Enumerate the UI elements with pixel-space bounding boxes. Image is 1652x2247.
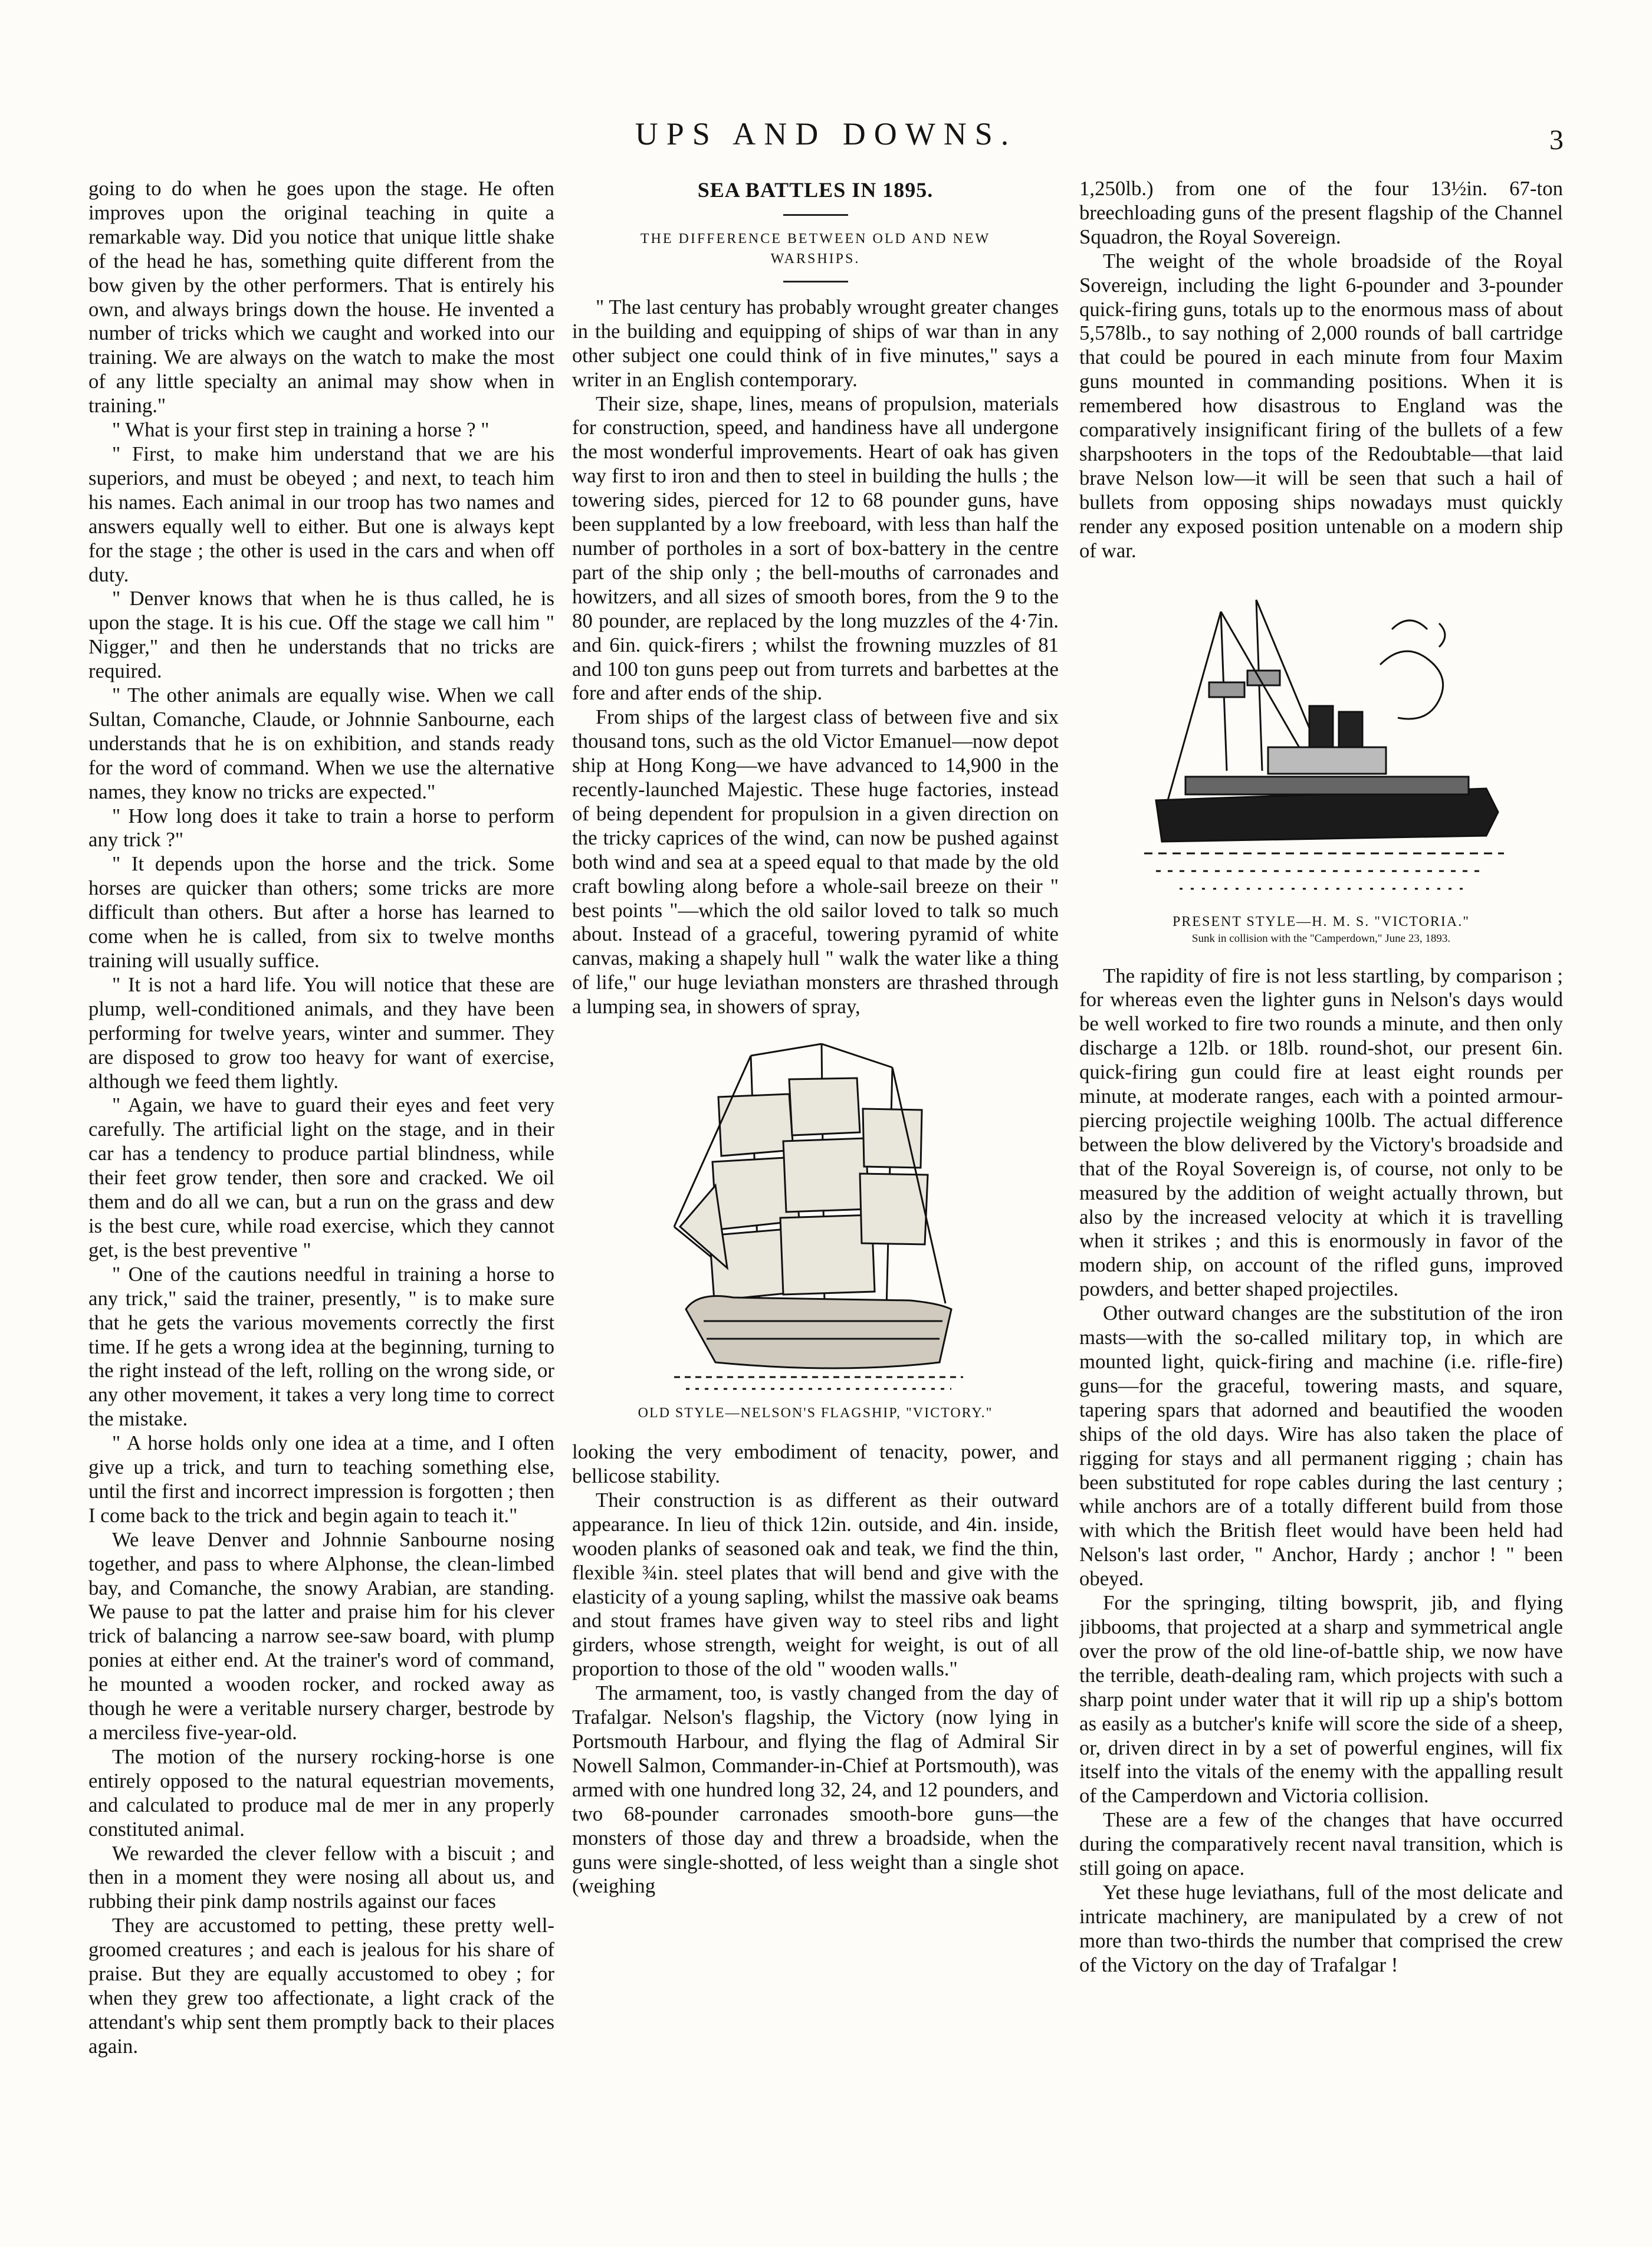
paragraph: " What is your first step in training a horse ? ": [112, 418, 490, 442]
title-rule: [783, 214, 848, 216]
paragraph: " The other animals are equally wise. When we call Sultan, Comanche, Claude, or Johnnie Sanbourne, each understands that he is on exhibition, and stands ready for the word of command. When we use the alternative names, they know no tricks are expected.": [88, 684, 554, 803]
figure-caption: OLD STYLE—NELSON'S FLAGSHIP, "VICTORY.": [638, 1405, 993, 1421]
figure-victoria: [1079, 576, 1563, 947]
paragraph: " The last century has probably wrought greater changes in the building and equipping of ships of war than in any other subject one could think of in five minutes," says a writer in an English contemporary.: [572, 295, 1059, 391]
running-head: UPS AND DOWNS.: [635, 116, 1017, 152]
paragraph: Yet these huge leviathans, full of the most delicate and intricate machinery, are manipulated by a crew of not more than two-thirds the number that comprised the crew of the Victory on the day of Trafalgar !: [1079, 1880, 1563, 1976]
paragraph: going to do when he goes upon the stage. He often improves upon the original teaching in quite a remarkable way. Did you notice that unique little shake of the head he has, something quite different from the bow given by the other performers. That is entirely his own, and always brings down the house. He invented a number of tricks which we caught and worked into our training. We are always on the watch to make the most of any little specialty an animal may show when in training.": [88, 177, 554, 418]
subtitle-rule: [783, 281, 848, 282]
paragraph: The armament, too, is vastly changed from the day of Trafalgar. Nelson's flagship, the Victory (now lying in Portsmouth Harbour, and flying the flag of Admiral Sir Nowell Salmon, Commander-in-Chief at Portsmouth), was armed with one hundred long 32, 24, and 12 pounders, and two 68-pounder carronades smooth-bore guns—the monsters of those day and threw a broadside, when the guns were single-shotted, of less weight than a single shot (weighing: [572, 1681, 1059, 1898]
figure-subcaption: Sunk in collision with the "Camperdown," June 23, 1893.: [1191, 932, 1451, 945]
sailing-ship-illustration: [662, 1032, 969, 1398]
paragraph: " Denver knows that when he is thus called, he is upon the stage. It is his cue. Off the stage we call him " Nigger," and then he understands that no tricks are required.: [88, 587, 554, 683]
paragraph: Their size, shape, lines, means of propulsion, materials for construction, speed, and handiness have all undergone the most wonderful improvements. Heart of oak has given way first to iron and then to steel in building the hulls ; the towering sides, pierced for 12 to 68 pounder guns, have been supplanted by a low freeboard, with less than half the number of portholes in a sort of box-battery in the centre part of the ship only ; the bell-mouths of carronades and howitzers, and all sizes of smooth bores, from the 9 to the 80 pounder, are replaced by the long muzzles of the 4·7in. and 6in. quick-firers ; whilst the frowning muzzles of 81 and 100 ton guns peep out from turrets and barbettes at the fore and after ends of the ship.: [572, 392, 1059, 705]
paragraph: For the springing, tilting bowsprit, jib, and flying jibbooms, that projected at a sharp and symmetrical angle over the prow of the old line-of-battle ship, we now have the terrible, death-dealing ram, which projects with such a sharp point under water that it will rip up a ship's bottom as easily as a butcher's knife will score the side of a sheep, or, driven direct in by a set of powerful engines, will fix itself into the vitals of the enemy with the appalling result of the Camperdown and Victoria collision.: [1079, 1591, 1563, 1808]
battleship-illustration: [1132, 576, 1510, 906]
paragraph: We leave Denver and Johnnie Sanbourne nosing together, and pass to where Alphonse, the clean-limbed bay, and Comanche, the snowy Arabian, are standing. We pause to pat the latter and praise him for his clever trick of balancing a narrow see-saw board, with plump ponies at either end. At the trainer's word of command, he mounted a wooden rocker, and rocked away as though he were a veritable nursery charger, bestrode by a merciless five-year-old.: [88, 1527, 554, 1744]
article-title: SEA BATTLES IN 1895.: [697, 178, 934, 202]
paragraph: The weight of the whole broadside of the Royal Sovereign, including the light 6-pounder and 3-pounder quick-firing guns, totals up to the enormous mass of about 5,578lb., to say nothing of 2,000 rounds of ball cartridge that could be poured in each minute from four Maxim guns mounted in commanding positions. When it is remembered how disastrous to England was the comparatively insignificant firing of the bullets of a few sharpshooters in the tops of the Redoubtable—that laid brave Nelson low—it will be seen that such a hail of bullets from opposing ships nowadays must quickly render any exposed position untenable on a modern ship of war.: [1079, 249, 1563, 562]
paragraph: " One of the cautions needful in training a horse to any trick," said the trainer, presently, " is to make sure that he gets the various movements correctly the first time. If he gets a wrong idea at the beginning, turning to the right instead of the left, rolling on the wrong side, or any other movement, it takes a very long time to correct the mistake.: [88, 1262, 554, 1431]
paragraph: 1,250lb.) from one of the four 13½in. 67-ton breechloading guns of the present flagship of the Channel Squadron, the Royal Sovereign.: [1079, 177, 1563, 248]
paragraph: " It depends upon the horse and the trick. Some horses are quicker than others; some tricks are more difficult than others. But after a horse has learned to come when he is called, from six to twelve months training will usually suffice.: [88, 852, 554, 972]
paragraph: They are accustomed to petting, these pretty well-groomed creatures ; and each is jealous for his share of praise. But they are equally accustomed to obey ; for when they grew too affectionate, a light crack of the attendant's whip sent them promptly back to their places again.: [88, 1914, 554, 2058]
paragraph: Their construction is as different as their outward appearance. In lieu of thick 12in. outside, and 4in. inside, wooden planks of seasoned oak and teak, we find the thin, flexible ¾in. steel plates that will bend and give with the elasticity of a young sapling, whilst the massive oak beams and stout frames have given way to steel ribs and light girders, whose strength, weight for weight, is out of all proportion to those of the old " wooden walls.": [572, 1488, 1059, 1681]
article-subtitle: THE DIFFERENCE BETWEEN OLD AND NEW WARSHIPS.: [640, 231, 991, 267]
paragraph: " First, to make him understand that we are his superiors, and must be obeyed ; and next, to teach him his names. Each animal in our troop has two names and answers equally well to either. But one is always kept for the stage ; the other is used in the cars and when off duty.: [88, 442, 554, 586]
page-number: 3: [1549, 124, 1564, 156]
paragraph: Other outward changes are the substitution of the iron masts—with the so-called military top, in which are mounted light, quick-firing and machine (i.e. rifle-fire) guns—for the graceful, towering masts, and square, tapering spars that adorned and beautified the wooden ships of the old days. Wire has also taken the place of rigging for stays and all permanent rigging ; chain has been substituted for rope cables during the last century ; while anchors are of a totally different build from those with which the British fleet would have been held had Nelson's last order, " Anchor, Hardy ; anchor ! " been obeyed.: [1079, 1302, 1563, 1591]
paragraph: " A horse holds only one idea at a time, and I often give up a trick, and turn to teaching something else, until the first and incorrect impression is forgotten ; then I come back to the trick and begin again to teach it.": [88, 1431, 554, 1527]
figure-victory: [572, 1032, 1059, 1423]
figure-caption: PRESENT STYLE—H. M. S. "VICTORIA.": [1172, 914, 1470, 929]
paragraph: These are a few of the changes that have occurred during the comparatively recent naval transition, which is still going on apace.: [1079, 1808, 1563, 1880]
paragraph: From ships of the largest class of between five and six thousand tons, such as the old Victor Emanuel—now depot ship at Hong Kong—we have advanced to 14,900 in the recently-launched Majestic. These huge factories, instead of being dependent for propulsion in a given direction on the tricky caprices of the wind, can now be pushed against both wind and sea at a speed equal to that made by the old craft bowling along before a whole-sail breeze on their " best points "—which the old sailor loved to talk so much about. Instead of a graceful, towering pyramid of white canvas, making a shapely hull " walk the water like a thing of life," our huge leviathan monsters are thrashed through a lumping sea, in showers of spray,: [572, 705, 1059, 1019]
paragraph: " How long does it take to train a horse to perform any trick ?": [88, 804, 554, 852]
column-3: [1079, 177, 1563, 2194]
paragraph: The motion of the nursery rocking-horse is one entirely opposed to the natural equestrian movements, and calculated to produce mal de mer in any properly constituted animal.: [88, 1745, 554, 1841]
paragraph: " Again, we have to guard their eyes and feet very carefully. The artificial light on the stage, and in their car has a tendency to produce partial blindness, while their feet grow tender, then sore and cracked. We oil them and do all we can, but a run on the grass and dew is the best cure, while road exercise, which they cannot get, is the best preventive ": [88, 1093, 554, 1262]
paragraph: " It is not a hard life. You will notice that these are plump, well-conditioned animals, and they have been performing for twelve years, winter and summer. They are disposed to grow too heavy for want of exercise, although we feed them lightly.: [88, 973, 554, 1093]
paragraph: The rapidity of fire is not less startling, by comparison ; for whereas even the lighter guns in Nelson's days would be well worked to fire two rounds a minute, and then only discharge a 12lb. or 18lb. round-shot, our present 6in. quick-firing gun could fire at least eight rounds per minute, at moderate ranges, each with a pointed armour-piercing projectile weighing 100lb. The actual difference between the blow delivered by the Victory's broadside and that of the Royal Sovereign is, of course, not only to be measured by the addition of weight actually thrown, but also by the increased velocity at which it is travelling when it strikes ; and this is enormously in favor of the modern ship, on account of the rifled guns, improved powders, and better shaped projectiles.: [1079, 964, 1563, 1301]
column-1: [88, 177, 554, 2194]
paragraph: We rewarded the clever fellow with a biscuit ; and then in a moment they were nosing all about us, and rubbing their pink damp nostrils against our faces: [88, 1841, 554, 1913]
paragraph: looking the very embodiment of tenacity, power, and bellicose stability.: [572, 1440, 1059, 1487]
column-2: [572, 175, 1059, 2194]
